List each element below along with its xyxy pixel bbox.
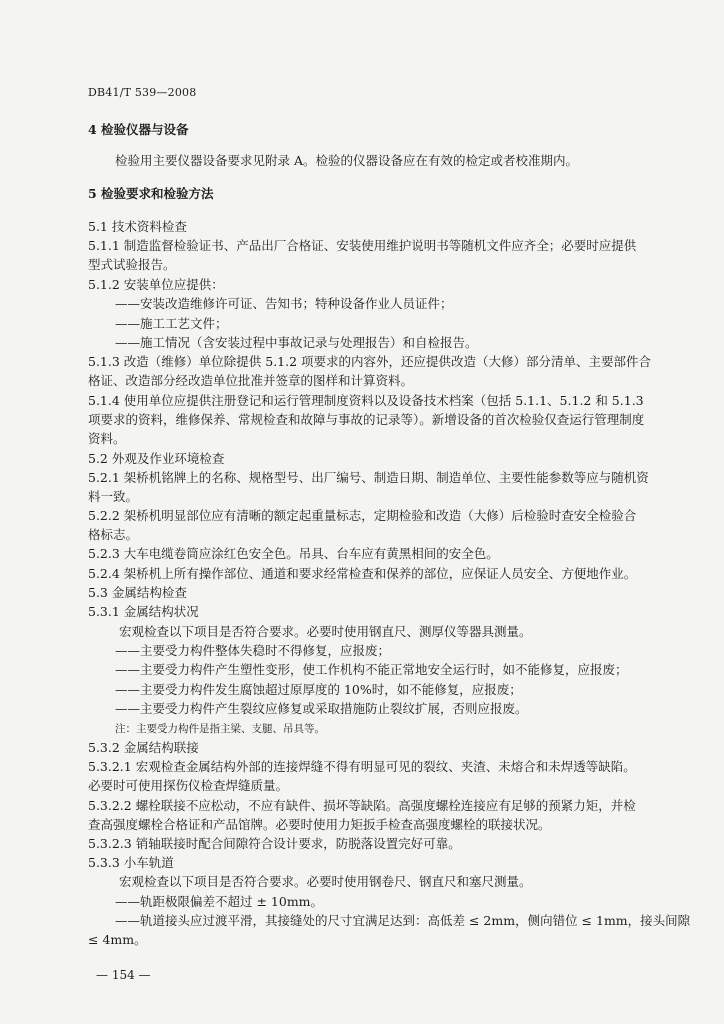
clause-text: 格标志。 — [88, 527, 139, 542]
clause-text: 5.2.2 架桥机明显部位应有清晰的额定起重量标志，定期检验和改造（大修）后检验时查安全检验合 — [88, 508, 637, 523]
clause-text: 5.2.1 架桥机铭牌上的名称、规格型号、出厂编号、制造日期、制造单位、主要性能参数等应与随机资 — [88, 470, 649, 485]
clause-heading: 5.3.1 金属结构状况 — [88, 604, 199, 619]
page-number: — 154 — — [96, 968, 151, 982]
section-4-heading: 4 检验仪器与设备 — [88, 122, 189, 137]
list-item: ——主要受力构件产生裂纹应修复或采取措施防止裂纹扩展，否则应报废。 — [115, 701, 528, 716]
clause-text: 格证、改造部分经改造单位批准并签章的图样和计算资料。 — [88, 373, 414, 388]
list-item: ——安装改造维修许可证、告知书；特种设备作业人员证件； — [115, 296, 453, 311]
clause-heading: 5.2 外观及作业环境检查 — [88, 451, 225, 466]
clause-text: 5.1.1 制造监督检验证书、产品出厂合格证、安装使用维护说明书等随机文件应齐全；必要时应提供 — [88, 238, 637, 253]
standard-code-header: DB41/T 539—2008 — [88, 86, 197, 99]
list-item: ——轨道接头应过渡平滑，其接缝处的尺寸宜满足达到：高低差 ≤ 2mm，侧向错位 ≤ 1mm，接头间隙 — [115, 913, 691, 928]
list-item-continuation: ≤ 4mm。 — [88, 932, 147, 947]
clause-text: 查高强度螺栓合格证和产品馆牌。必要时使用力矩扳手检查高强度螺栓的联接状况。 — [88, 817, 551, 832]
clause-text: 项要求的资料，维修保养、常规检查和故障与事故的记录等）。新增设备的首次检验仅查运行管理制度 — [88, 412, 645, 427]
clause-text: 5.2.4 架桥机上所有操作部位、通道和要求经常检查和保养的部位，应保证人员安全、方便地作业。 — [88, 566, 637, 581]
clause-heading: 5.1 技术资料检查 — [88, 219, 187, 234]
clause-text: 料一致。 — [88, 489, 139, 504]
clause-text: 5.2.3 大车电缆卷筒应涂红色安全色。吊具、台车应有黄黑相间的安全色。 — [88, 546, 499, 561]
clause-heading: 5.3 金属结构检查 — [88, 585, 187, 600]
list-item: ——主要受力构件整体失稳时不得修复，应报废； — [115, 643, 391, 658]
clause-text: 5.3.2.2 螺栓联接不应松动，不应有缺件、损坏等缺陷。高强度螺栓连接应有足够的预紧力矩，并检 — [88, 798, 636, 813]
clause-text: 5.1.3 改造（维修）单位除提供 5.1.2 项要求的内容外，还应提供改造（大修）部分清单、主要部件合 — [88, 354, 652, 369]
paragraph: 宏观检查以下项目是否符合要求。必要时使用钢直尺、测厚仪等器具测量。 — [119, 624, 532, 639]
clause-text: 5.1.4 使用单位应提供注册登记和运行管理制度资料以及设备技术档案（包括 5.1.1、5.1.2 和 5.1.3 — [88, 393, 644, 408]
clause-heading: 5.3.2 金属结构联接 — [88, 740, 199, 755]
clause-text: 必要时可使用探伤仪检查焊缝质量。 — [88, 778, 289, 793]
paragraph: 宏观检查以下项目是否符合要求。必要时使用钢卷尺、钢直尺和塞尺测量。 — [119, 874, 532, 889]
list-item: ——轨距极限偏差不超过 ± 10mm。 — [115, 894, 324, 909]
list-item: ——施工情况（含安装过程中事故记录与处理报告）和自检报告。 — [115, 335, 478, 350]
list-item: ——主要受力构件发生腐蚀超过原厚度的 10%时，如不能修复，应报废； — [115, 682, 522, 697]
clause-text: 5.1.2 安装单位应提供： — [88, 277, 224, 292]
clause-text: 资料。 — [88, 431, 126, 446]
list-item: ——施工工艺文件； — [115, 316, 228, 331]
section-5-heading: 5 检验要求和检验方法 — [88, 186, 214, 201]
clause-text: 5.3.2.1 宏观检查金属结构外部的连接焊缝不得有明显可见的裂纹、夹渣、未熔合和未焊透等缺陷。 — [88, 759, 636, 774]
clause-text: 5.3.2.3 销轴联接时配合间隙符合设计要求，防脱落设置完好可靠。 — [88, 836, 461, 851]
paragraph: 检验用主要仪器设备要求见附录 A。检验的仪器设备应在有效的检定或者校准期内。 — [115, 153, 579, 168]
note: 注：主要受力构件是指主梁、支腿、吊具等。 — [115, 723, 325, 735]
clause-text: 型式试验报告。 — [88, 257, 176, 272]
clause-heading: 5.3.3 小车轨道 — [88, 855, 174, 870]
list-item: ——主要受力构件产生塑性变形，使工作机构不能正常地安全运行时，如不能修复，应报废； — [115, 662, 628, 677]
